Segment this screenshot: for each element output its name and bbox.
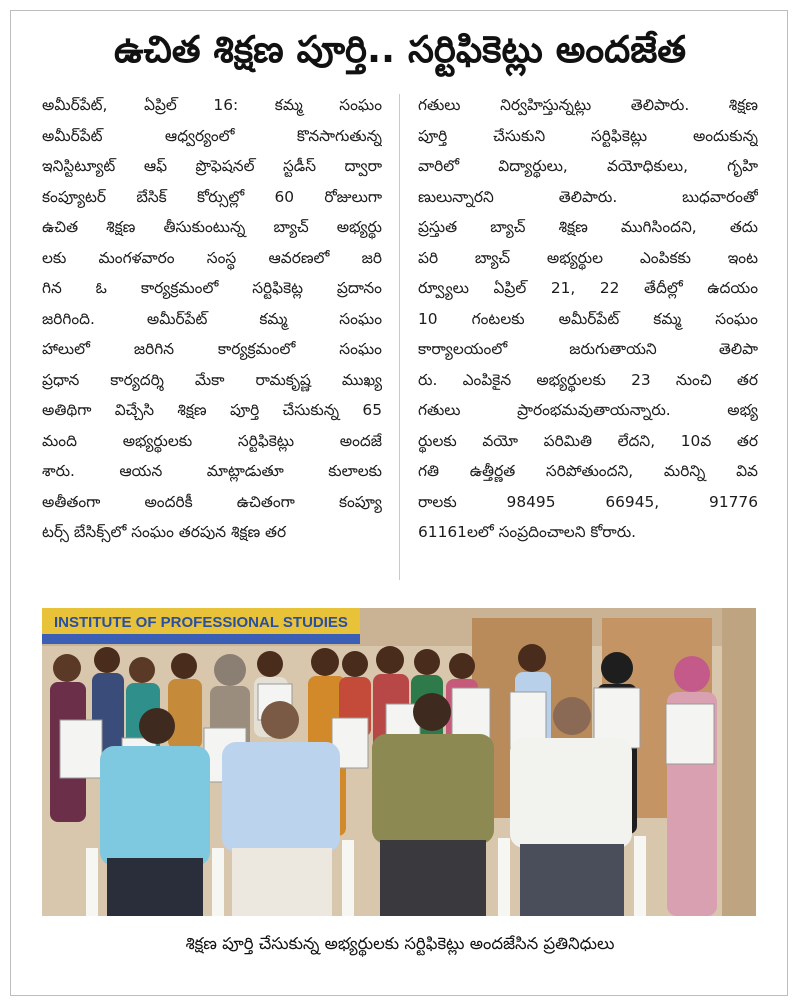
column-divider bbox=[399, 94, 400, 580]
article-line: రు. ఎంపికైన అభ్యర్థులకు 23 నుంచి తర bbox=[418, 370, 758, 389]
article-line: పరి బ్యాచ్ అభ్యర్థుల ఎంపికకు ఇంట bbox=[418, 248, 758, 267]
article-line: టర్స్ బేసిక్స్‌లో సంఘం తరపున శిక్షణ తర bbox=[42, 523, 287, 541]
article-column-left bbox=[42, 90, 382, 548]
article-line: ప్రధాన కార్యదర్శి మేకా రామకృష్ణ ముఖ్య bbox=[42, 370, 382, 389]
article-line: వారిలో విద్యార్థులు, వయోధికులు, గృహి bbox=[418, 157, 758, 175]
article-line: గిన ఓ కార్యక్రమంలో సర్టిఫికెట్ల ప్రదానం bbox=[42, 279, 382, 297]
article-line: 61161లలో సంప్రదించాలని కోరారు. bbox=[418, 523, 637, 541]
article-line: ర్వ్యూలు ఏప్రిల్ 21, 22 తేదీల్లో ఉదయం bbox=[418, 279, 758, 297]
article-line: 10 గంటలకు అమీర్‌పేట్ కమ్మ సంఘం bbox=[418, 309, 758, 328]
headline: ఉచిత శిక్షణ పూర్తి.. సర్టిఫికెట్లు అందజేత bbox=[113, 28, 687, 71]
article-line: అమీర్‌పేట్, ఏప్రిల్ 16: కమ్మ సంఘం bbox=[42, 96, 382, 114]
article-line: కంప్యూటర్ బేసిక్ కోర్సుల్లో 60 రోజులుగా bbox=[42, 187, 382, 206]
article-line: మంది అభ్యర్థులకు సర్టిఫికెట్లు అందజే bbox=[42, 431, 382, 450]
article-line: ణులున్నారని తెలిపారు. బుధవారంతో bbox=[418, 187, 758, 206]
article-line: గతులు నిర్వహిస్తున్నట్లు తెలిపారు. శిక్షణ bbox=[418, 96, 758, 114]
article-line: హాలులో జరిగిన కార్యక్రమంలో సంఘం bbox=[42, 340, 382, 358]
article-line: ర్థులకు వయో పరిమితి లేదని, 10వ తర bbox=[418, 431, 758, 450]
article-line: కార్యాలయంలో జరుగుతాయని తెలిపా bbox=[418, 340, 758, 358]
photo-caption: శిక్షణ పూర్తి చేసుకున్న అభ్యర్థులకు సర్టిఫికెట్లు అందజేసిన ప్రతినిధులు bbox=[185, 934, 615, 953]
group-photo bbox=[42, 608, 756, 916]
article-line: శారు. ఆయన మాట్లాడుతూ కులాలకు bbox=[42, 462, 382, 480]
article-line: జరిగింది. అమీర్‌పేట్ కమ్మ సంఘం bbox=[42, 309, 382, 328]
article-line: ఉచిత శిక్షణ తీసుకుంటున్న బ్యాచ్ అభ్యర్థు bbox=[42, 218, 382, 236]
article-line: రాలకు 98495 66945, 91776 bbox=[418, 492, 758, 511]
article-line: అతిథిగా విచ్చేసి శిక్షణ పూర్తి చేసుకున్న 65 bbox=[42, 401, 382, 419]
article-line: పూర్తి చేసుకుని సర్టిఫికెట్లు అందుకున్న bbox=[418, 126, 758, 145]
article-line: అతీతంగా అందరికీ ఉచితంగా కంప్యూ bbox=[42, 492, 382, 511]
article-line: గతి ఉత్తీర్ణత సరిపోతుందని, మరిన్ని వివ bbox=[418, 462, 758, 480]
article-line: ప్రస్తుత బ్యాచ్ శిక్షణ ముగిసిందని, తదు bbox=[418, 218, 758, 236]
banner-text: INSTITUTE OF PROFESSIONAL STUDIES bbox=[54, 614, 348, 631]
article-column-right bbox=[418, 90, 758, 548]
article-line: గతులు ప్రారంభమవుతాయన్నారు. అభ్య bbox=[418, 401, 758, 419]
article-line: ఇనిస్టిట్యూట్ ఆఫ్ ప్రొఫెషనల్ స్టడీస్ ద్వారా bbox=[42, 157, 382, 175]
article-line: లకు మంగళవారం సంస్థ ఆవరణలో జరి bbox=[42, 248, 382, 267]
article-line: అమీర్‌పేట్ ఆధ్వర్యంలో కొనసాగుతున్న bbox=[42, 126, 382, 145]
